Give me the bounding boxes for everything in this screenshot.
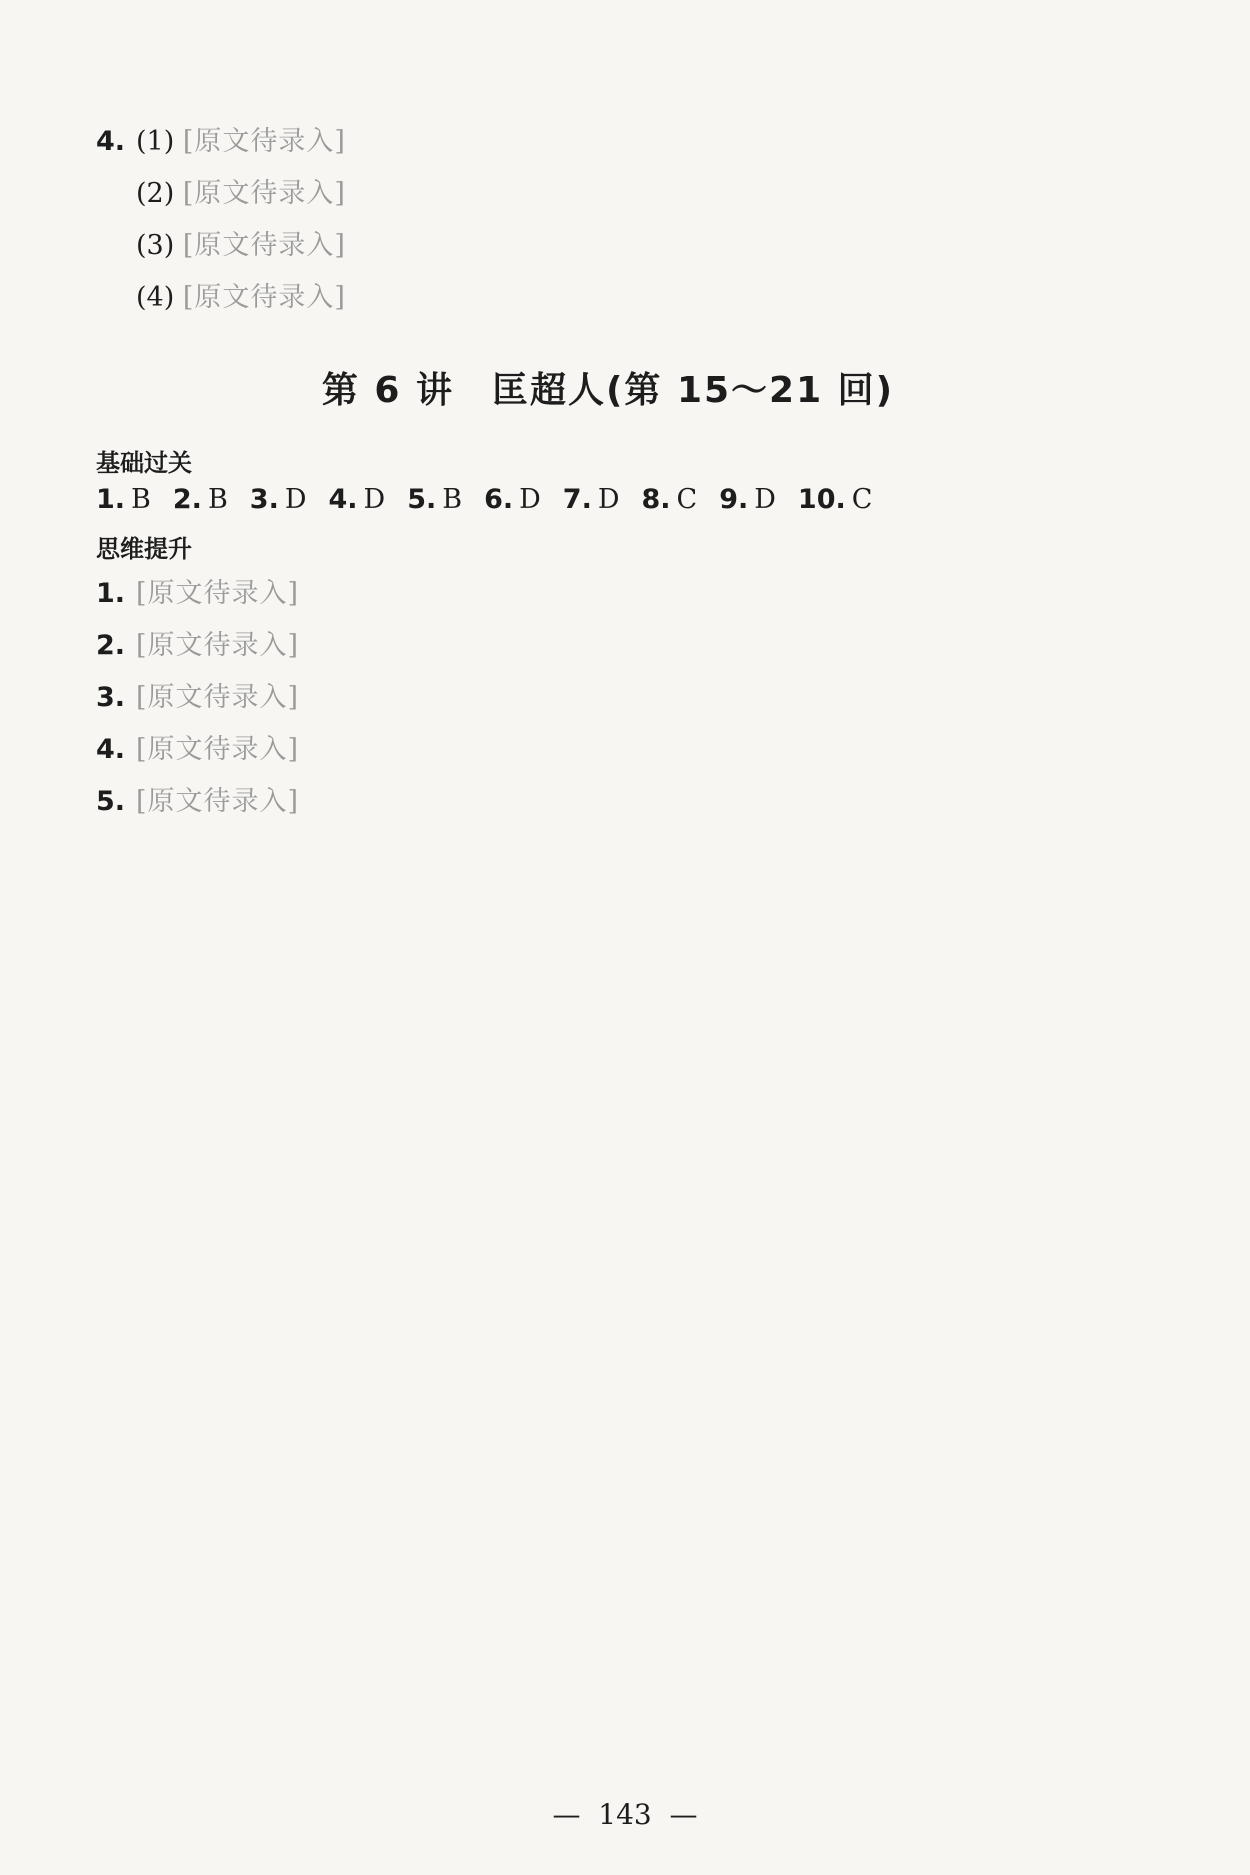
text-placeholder: [原文待录入] xyxy=(182,230,346,261)
section-heading-basic: 基础过关 xyxy=(96,449,192,477)
answer-number: 3. xyxy=(249,484,279,515)
answer-number: 10. xyxy=(797,484,846,515)
text-placeholder: [原文待录入] xyxy=(136,578,300,609)
part-label: (3) xyxy=(136,230,175,261)
answer-letter: C xyxy=(676,484,698,515)
answer-letter: B xyxy=(131,484,151,515)
text-placeholder: [原文待录入] xyxy=(136,630,300,661)
answer-letter: D xyxy=(597,484,620,515)
item-number: 5. xyxy=(96,786,126,817)
answer-number: 1. xyxy=(96,484,126,515)
answer-choice xyxy=(173,484,228,515)
answer-letter: B xyxy=(207,484,228,515)
part-label: (4) xyxy=(136,282,175,313)
basic-answer-key xyxy=(96,484,1120,515)
answer-letter: C xyxy=(851,484,873,515)
answer-number: 9. xyxy=(719,484,749,515)
text-placeholder: [原文待录入] xyxy=(182,126,346,157)
answer-choice xyxy=(328,484,385,515)
item-number: 4. xyxy=(96,734,126,765)
answer-number: 7. xyxy=(562,484,592,515)
item-number: 3. xyxy=(96,682,126,713)
text-placeholder: [原文待录入] xyxy=(136,682,300,713)
page-number: — 143 — xyxy=(552,1798,698,1831)
answer-number: 8. xyxy=(641,484,671,515)
item-number: 4. xyxy=(96,126,126,157)
answer-choice xyxy=(250,484,307,515)
answer-item-q4 xyxy=(96,118,1120,166)
answer-number: 2. xyxy=(172,484,202,515)
answer-choice xyxy=(641,484,697,515)
answer-subpart xyxy=(136,222,1120,270)
answer-choice xyxy=(798,484,873,515)
answer-letter: D xyxy=(284,484,307,515)
answer-subpart xyxy=(136,274,1120,322)
text-placeholder: [原文待录入] xyxy=(182,178,346,209)
answer-item xyxy=(96,570,1120,618)
answer-item xyxy=(96,726,1120,774)
item-number: 1. xyxy=(96,578,126,609)
thinking-answer-list xyxy=(96,570,1120,826)
answer-number: 4. xyxy=(328,484,358,515)
item-number: 2. xyxy=(96,630,126,661)
answer-number: 6. xyxy=(484,484,514,515)
text-placeholder: [原文待录入] xyxy=(182,282,346,313)
answer-item xyxy=(96,778,1120,826)
answer-subpart xyxy=(136,170,1120,218)
answer-letter: D xyxy=(754,484,776,515)
answer-choice xyxy=(407,484,462,515)
answer-letter: D xyxy=(363,484,386,515)
item-text xyxy=(136,118,1120,166)
answer-choice xyxy=(96,484,151,515)
answer-item xyxy=(96,674,1120,722)
text-placeholder: [原文待录入] xyxy=(136,786,300,817)
part-label: (2) xyxy=(136,178,175,209)
answer-choice xyxy=(719,484,776,515)
answer-number: 5. xyxy=(407,484,437,515)
answer-item xyxy=(96,622,1120,670)
answer-letter: D xyxy=(519,484,541,515)
answer-choice xyxy=(563,484,620,515)
lesson-title: 第 6 讲 匡超人(第 15～21 回) xyxy=(321,370,895,411)
part-label: (1) xyxy=(136,126,175,157)
answer-choice xyxy=(484,484,541,515)
text-placeholder: [原文待录入] xyxy=(136,734,300,765)
answer-letter: B xyxy=(442,484,463,515)
section-heading-thinking: 思维提升 xyxy=(96,535,192,563)
